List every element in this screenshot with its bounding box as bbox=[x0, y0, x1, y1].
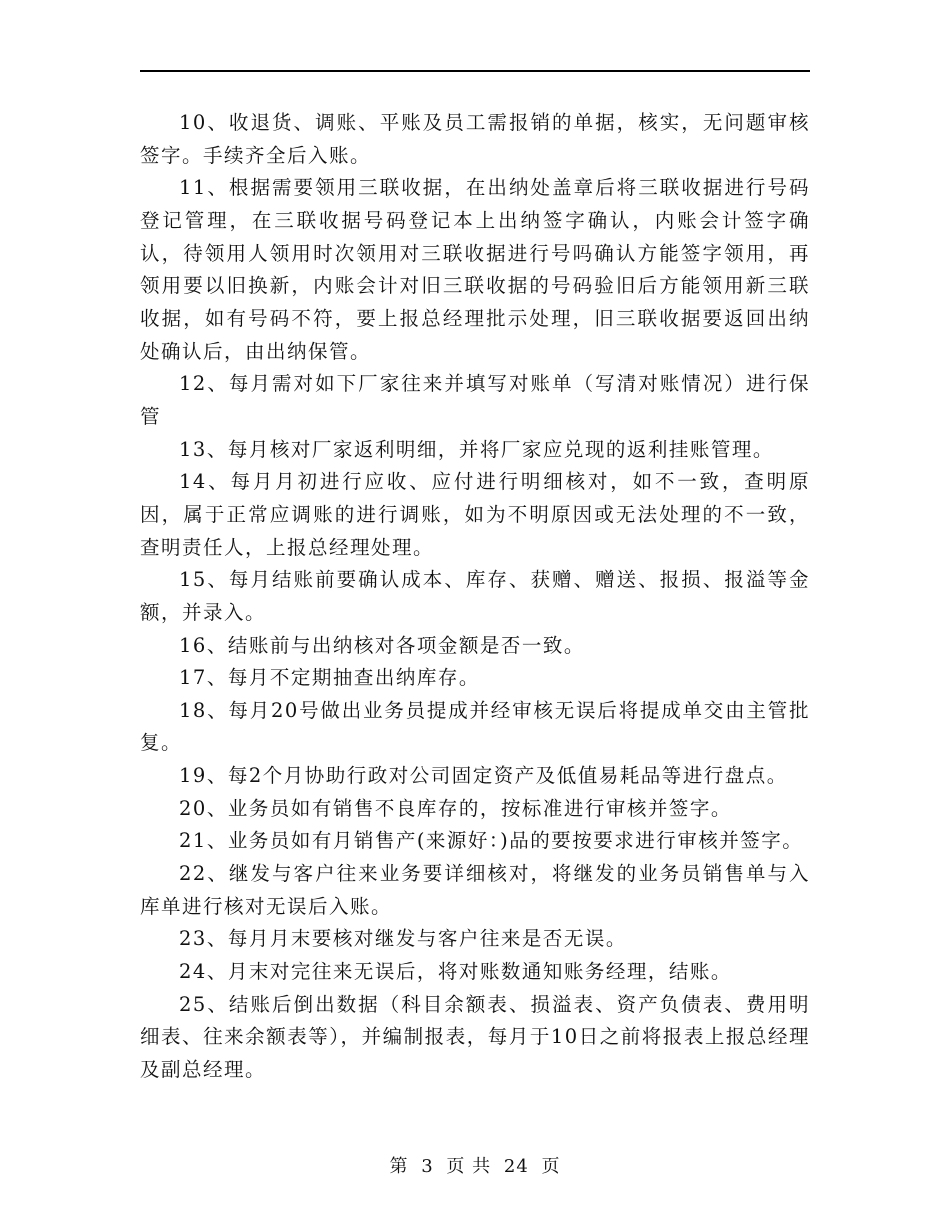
paragraph-24: 24、月末对完往来无误后，将对账数通知账务经理，结账。 bbox=[179, 960, 732, 984]
paragraph-12: 12、每月需对如下厂家往来并填写对账单（写清对账情况）进行保管 bbox=[140, 372, 810, 428]
paragraph-13: 13、每月核对厂家返利明细，并将厂家应兑现的返利挂账管理。 bbox=[179, 437, 774, 461]
header-rule bbox=[140, 70, 810, 72]
paragraph-17: 17、每月不定期抽查出纳库存。 bbox=[179, 666, 480, 690]
paragraph-16: 16、结账前与出纳核对各项金额是否一致。 bbox=[179, 633, 585, 657]
paragraph-11: 11、根据需要领用三联收据，在出纳处盖章后将三联收据进行号码登记管理，在三联收据号码登记本上出纳签字确认，内账会计签字确认，待领用人领用时次领用对三联收据进行号吗确认方能签字领用，再领用要以旧换新，内账会计对旧三联收据的号码验旧后方能领用新三联收据，如有号码不符，要上报总经理批示处理，旧三联收据要返回出纳处确认后，由出纳保管。 bbox=[140, 176, 810, 363]
paragraph-19: 19、每2个月协助行政对公司固定资产及低值易耗品等进行盘点。 bbox=[179, 764, 788, 788]
page-number: 3 bbox=[421, 1156, 434, 1177]
paragraph-14: 14、每月月初进行应收、应付进行明细核对，如不一致，查明原因，属于正常应调账的进行调账，如为不明原因或无法处理的不一致，查明责任人，上报总经理处理。 bbox=[140, 470, 810, 559]
paragraph-10: 10、收退货、调账、平账及员工需报销的单据，核实，无问题审核签字。手续齐全后入账。 bbox=[140, 111, 810, 167]
document-body bbox=[140, 107, 810, 1087]
total-pages: 24 bbox=[503, 1156, 529, 1177]
footer-suffix: 页 bbox=[541, 1156, 561, 1177]
page-footer bbox=[0, 1152, 950, 1178]
paragraph-20: 20、业务员如有销售不良库存的，按标准进行审核并签字。 bbox=[179, 796, 732, 820]
paragraph-22: 22、继发与客户往来业务要详细核对，将继发的业务员销售单与入库单进行核对无误后入账。 bbox=[140, 862, 810, 918]
paragraph-18: 18、每月20号做出业务员提成并经审核无误后将提成单交由主管批复。 bbox=[140, 698, 810, 755]
footer-mid: 页 共 bbox=[446, 1156, 492, 1177]
footer-prefix: 第 bbox=[389, 1156, 409, 1177]
paragraph-21: 21、业务员如有月销售产(来源好：)品的要按要求进行审核并签字。 bbox=[179, 829, 804, 853]
paragraph-15: 15、每月结账前要确认成本、库存、获赠、赠送、报损、报溢等金额，并录入。 bbox=[140, 568, 810, 624]
paragraph-23: 23、每月月末要核对继发与客户往来是否无误。 bbox=[179, 927, 627, 951]
paragraph-25: 25、结账后倒出数据（科目余额表、损溢表、资产负债表、费用明细表、往来余额表等），并编制报表，每月于10日之前将报表上报总经理及副总经理。 bbox=[140, 992, 810, 1082]
